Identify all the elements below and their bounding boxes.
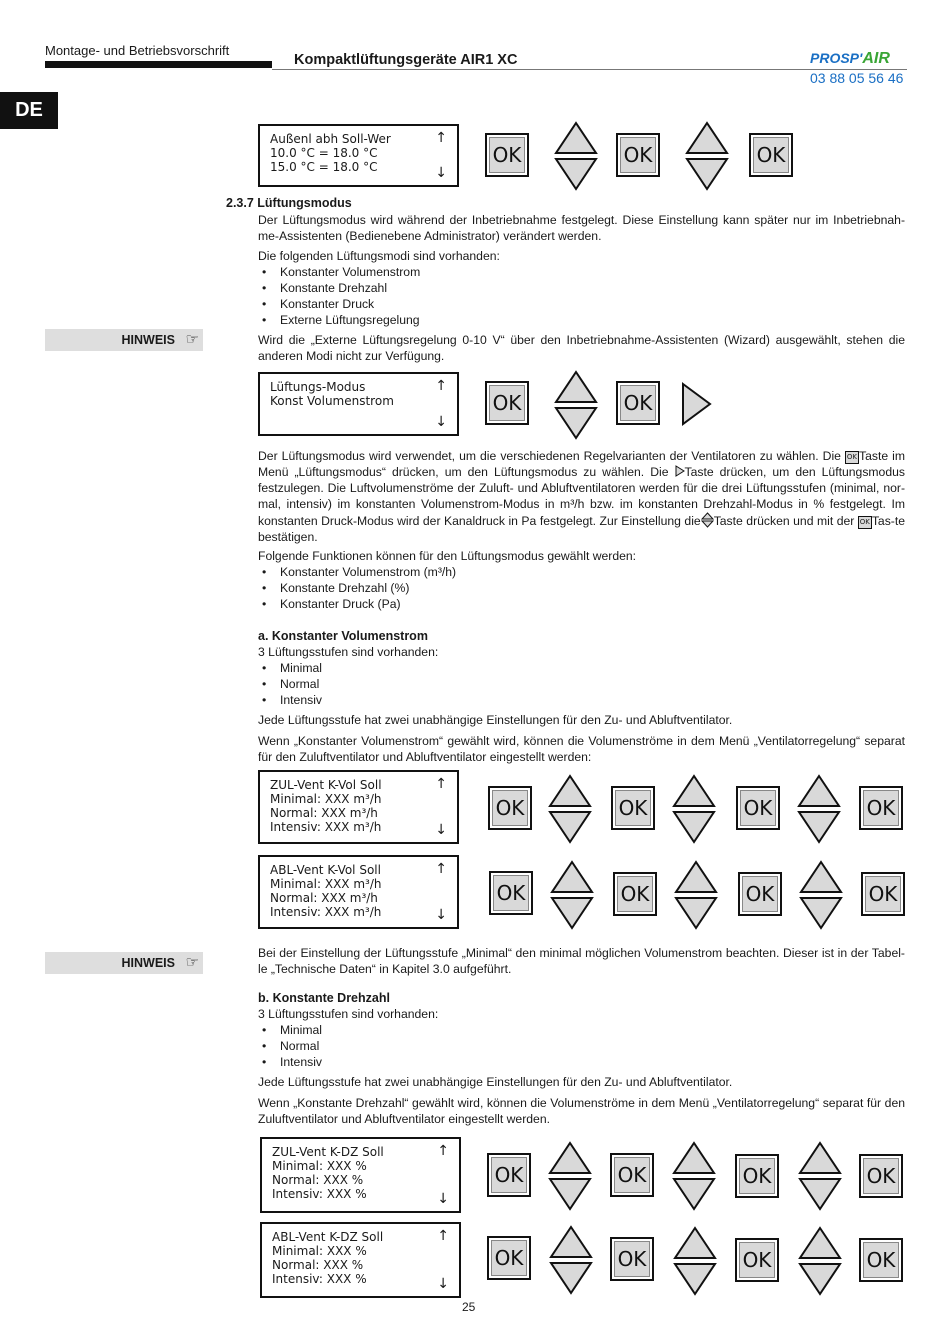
up-down-icon bbox=[684, 121, 730, 191]
arrow-down-icon: ↓ bbox=[435, 414, 447, 430]
ok-button: OK bbox=[611, 786, 655, 830]
ok-button: OK bbox=[610, 1237, 654, 1281]
ok-button: OK bbox=[616, 381, 660, 425]
ok-button: OK bbox=[859, 1154, 903, 1198]
modes-list bbox=[258, 264, 420, 328]
lcd-lines: ZUL-Vent K-Vol Soll Minimal: XXX m³/h Normal: XXX m³/h Intensiv: XXX m³/h bbox=[270, 778, 382, 834]
up-down-icon bbox=[553, 121, 599, 191]
modus-description: Der Lüftungsmodus wird verwendet, um die verschiedenen Regelvarianten der Ventilatoren zu wählen. Die OK Taste im Menü „Lüftungsmodus“ drücken, um den Lüftungsmodus zu wählen. Die Taste drücken, um den Lüftungsmodus festzulegen. Die Luftvolumenströme der Zuluft- und Abluftventilatoren werden für die drei Lüftungsstufen (minimal, nor-mal, intensiv) im konstanten Volumenstrom-Modus in m³/h bzw. im konstanten Drehzahl-Modus in % festgelegt. Im konstanten Druck-Modus wird der Kanaldruck in Pa festgelegt. Zur Einstellung die Taste drücken und mit der OK Tas-te bestätigen. bbox=[258, 449, 906, 544]
lcd-screen-abl-dz bbox=[260, 1222, 461, 1298]
up-down-icon bbox=[671, 1141, 717, 1211]
right-arrow-key-icon bbox=[675, 465, 685, 477]
lcd-lines: ABL-Vent K-DZ Soll Minimal: XXX % Normal: XXX % Intensiv: XXX % bbox=[272, 1230, 384, 1286]
ok-key-icon: OK bbox=[845, 451, 859, 464]
lcd-lines: Außenl abh Soll-Wer 10.0 °C = 18.0 °C 15.0 °C = 18.0 °C bbox=[270, 132, 391, 174]
list-item: • Konstanter Druck bbox=[258, 296, 420, 312]
functions-list bbox=[258, 564, 456, 612]
language-tab: DE bbox=[0, 92, 58, 129]
list-item: • Konstanter Druck (Pa) bbox=[258, 596, 456, 612]
ok-button: OK bbox=[610, 1153, 654, 1197]
up-down-icon bbox=[548, 1225, 594, 1295]
ok-button: OK bbox=[485, 381, 529, 425]
ok-button: OK bbox=[738, 872, 782, 916]
up-down-icon bbox=[797, 1141, 843, 1211]
section-heading: 2.3.7 Lüftungsmodus bbox=[226, 196, 352, 210]
pointing-hand-icon: ☞ bbox=[185, 954, 199, 971]
up-down-icon bbox=[796, 774, 842, 844]
drehzahl-description: Wenn „Konstante Drehzahl“ gewählt wird, können die Volumenströme in dem Menü „Ventilatorregelung“ separat für den Zuluftventilator und Abluftventilator eingestellt werden. bbox=[258, 1096, 905, 1126]
ok-button: OK bbox=[487, 1236, 531, 1280]
levels-list bbox=[258, 1022, 322, 1070]
list-item: • Normal bbox=[258, 676, 322, 692]
ok-button: OK bbox=[485, 133, 529, 177]
lcd-screen-zul-dz bbox=[260, 1137, 461, 1213]
doc-title: Kompaktlüftungsgeräte AIR1 XC bbox=[294, 52, 518, 68]
arrow-down-icon: ↓ bbox=[435, 822, 447, 838]
hinweis-text: Bei der Einstellung der Lüftungsstufe „Minimal“ den minimal möglichen Volumenstrom beachten. Dieser ist in der Tabel-le „Technische Daten“ in Kapitel 3.0 aufgeführt. bbox=[258, 946, 905, 976]
lcd-lines: ABL-Vent K-Vol Soll Minimal: XXX m³/h Normal: XXX m³/h Intensiv: XXX m³/h bbox=[270, 863, 382, 919]
up-down-key-icon bbox=[701, 512, 714, 528]
hinweis-label: HINWEIS bbox=[121, 333, 175, 347]
subsection-heading-a: a. Konstanter Volumenstrom bbox=[258, 629, 428, 643]
ok-button: OK bbox=[613, 872, 657, 916]
lcd-screen-abl-vol bbox=[258, 855, 459, 929]
hinweis-label: HINWEIS bbox=[121, 956, 175, 970]
hinweis-box bbox=[45, 952, 203, 974]
levels-note: Jede Lüftungsstufe hat zwei unabhängige Einstellungen für den Zu- und Abluftventilator. bbox=[258, 713, 733, 727]
levels-intro: 3 Lüftungsstufen sind vorhanden: bbox=[258, 1007, 439, 1021]
up-down-icon bbox=[672, 1226, 718, 1296]
lcd-screen-zul-vol bbox=[258, 770, 459, 844]
subsection-heading-b: b. Konstante Drehzahl bbox=[258, 991, 390, 1005]
ok-button: OK bbox=[736, 786, 780, 830]
play-right-icon bbox=[680, 381, 714, 427]
list-item: • Intensiv bbox=[258, 1054, 322, 1070]
ok-button: OK bbox=[859, 786, 903, 830]
up-down-icon bbox=[797, 1226, 843, 1296]
up-down-icon bbox=[798, 860, 844, 930]
list-item: • Konstante Drehzahl bbox=[258, 280, 420, 296]
functions-intro: Folgende Funktionen können für den Lüftungsmodus gewählt werden: bbox=[258, 549, 637, 563]
ok-button: OK bbox=[735, 1238, 779, 1282]
brand-logo: PROSP'AIR bbox=[810, 50, 890, 67]
ok-button: OK bbox=[487, 1153, 531, 1197]
up-down-icon bbox=[553, 370, 599, 440]
list-item: • Externe Lüftungsregelung bbox=[258, 312, 420, 328]
levels-list bbox=[258, 660, 322, 708]
section-intro: Der Lüftungsmodus wird während der Inbetriebnahme festgelegt. Diese Einstellung kann später nur im Inbetriebnah-me-Assistenten (Bedienebene Administrator) verändert werden. bbox=[258, 213, 905, 243]
brand-phone: 03 88 05 56 46 bbox=[810, 70, 904, 86]
pointing-hand-icon: ☞ bbox=[185, 331, 199, 348]
list-item: • Intensiv bbox=[258, 692, 322, 708]
arrow-down-icon: ↓ bbox=[437, 1191, 449, 1207]
arrow-up-icon: ↑ bbox=[435, 378, 447, 394]
list-item: • Normal bbox=[258, 1038, 322, 1054]
hinweis-box bbox=[45, 329, 203, 351]
up-down-icon bbox=[673, 860, 719, 930]
ok-button: OK bbox=[616, 133, 660, 177]
ok-button: OK bbox=[749, 133, 793, 177]
up-down-icon bbox=[671, 774, 717, 844]
doc-type: Montage- und Betriebsvorschrift bbox=[45, 43, 230, 58]
arrow-up-icon: ↑ bbox=[435, 130, 447, 146]
up-down-icon bbox=[547, 774, 593, 844]
up-down-icon bbox=[549, 860, 595, 930]
list-item: • Minimal bbox=[258, 1022, 322, 1038]
arrow-up-icon: ↑ bbox=[437, 1143, 449, 1159]
page-number: 25 bbox=[462, 1300, 476, 1314]
arrow-down-icon: ↓ bbox=[435, 165, 447, 181]
modes-intro: Die folgenden Lüftungsmodi sind vorhanden: bbox=[258, 249, 500, 263]
arrow-down-icon: ↓ bbox=[435, 907, 447, 923]
lcd-lines: ZUL-Vent K-DZ Soll Minimal: XXX % Normal: XXX % Intensiv: XXX % bbox=[272, 1145, 384, 1201]
list-item: • Minimal bbox=[258, 660, 322, 676]
levels-note: Jede Lüftungsstufe hat zwei unabhängige Einstellungen für den Zu- und Abluftventilator. bbox=[258, 1075, 733, 1089]
ok-button: OK bbox=[488, 786, 532, 830]
ok-button: OK bbox=[859, 1238, 903, 1282]
volumenstrom-description: Wenn „Konstanter Volumenstrom“ gewählt wird, können die Volumenströme in dem Menü „Ventilatorregelung“ separat für den Zuluftventilator und Abluftventilator eingestellt werden: bbox=[258, 734, 905, 764]
levels-intro: 3 Lüftungsstufen sind vorhanden: bbox=[258, 645, 439, 659]
list-item: • Konstanter Volumenstrom (m³/h) bbox=[258, 564, 456, 580]
ok-button: OK bbox=[735, 1154, 779, 1198]
list-item: • Konstante Drehzahl (%) bbox=[258, 580, 456, 596]
arrow-up-icon: ↑ bbox=[437, 1228, 449, 1244]
ok-key-icon: OK bbox=[858, 516, 872, 529]
ok-button: OK bbox=[861, 872, 905, 916]
list-item: • Konstanter Volumenstrom bbox=[258, 264, 420, 280]
hinweis-text: Wird die „Externe Lüftungsregelung 0-10 V“ über den Inbetriebnahme-Assistenten (Wizard) ausgewählt, stehen die anderen Modi nicht zur Verfügung. bbox=[258, 333, 905, 363]
header-bar bbox=[45, 61, 272, 68]
lcd-lines: Lüftungs-Modus Konst Volumenstrom bbox=[270, 380, 394, 408]
up-down-icon bbox=[547, 1141, 593, 1211]
arrow-up-icon: ↑ bbox=[435, 861, 447, 877]
arrow-up-icon: ↑ bbox=[435, 776, 447, 792]
ok-button: OK bbox=[489, 871, 533, 915]
lcd-screen-aussenl bbox=[258, 124, 459, 187]
arrow-down-icon: ↓ bbox=[437, 1276, 449, 1292]
lcd-screen-lueftungsmodus bbox=[258, 372, 459, 436]
